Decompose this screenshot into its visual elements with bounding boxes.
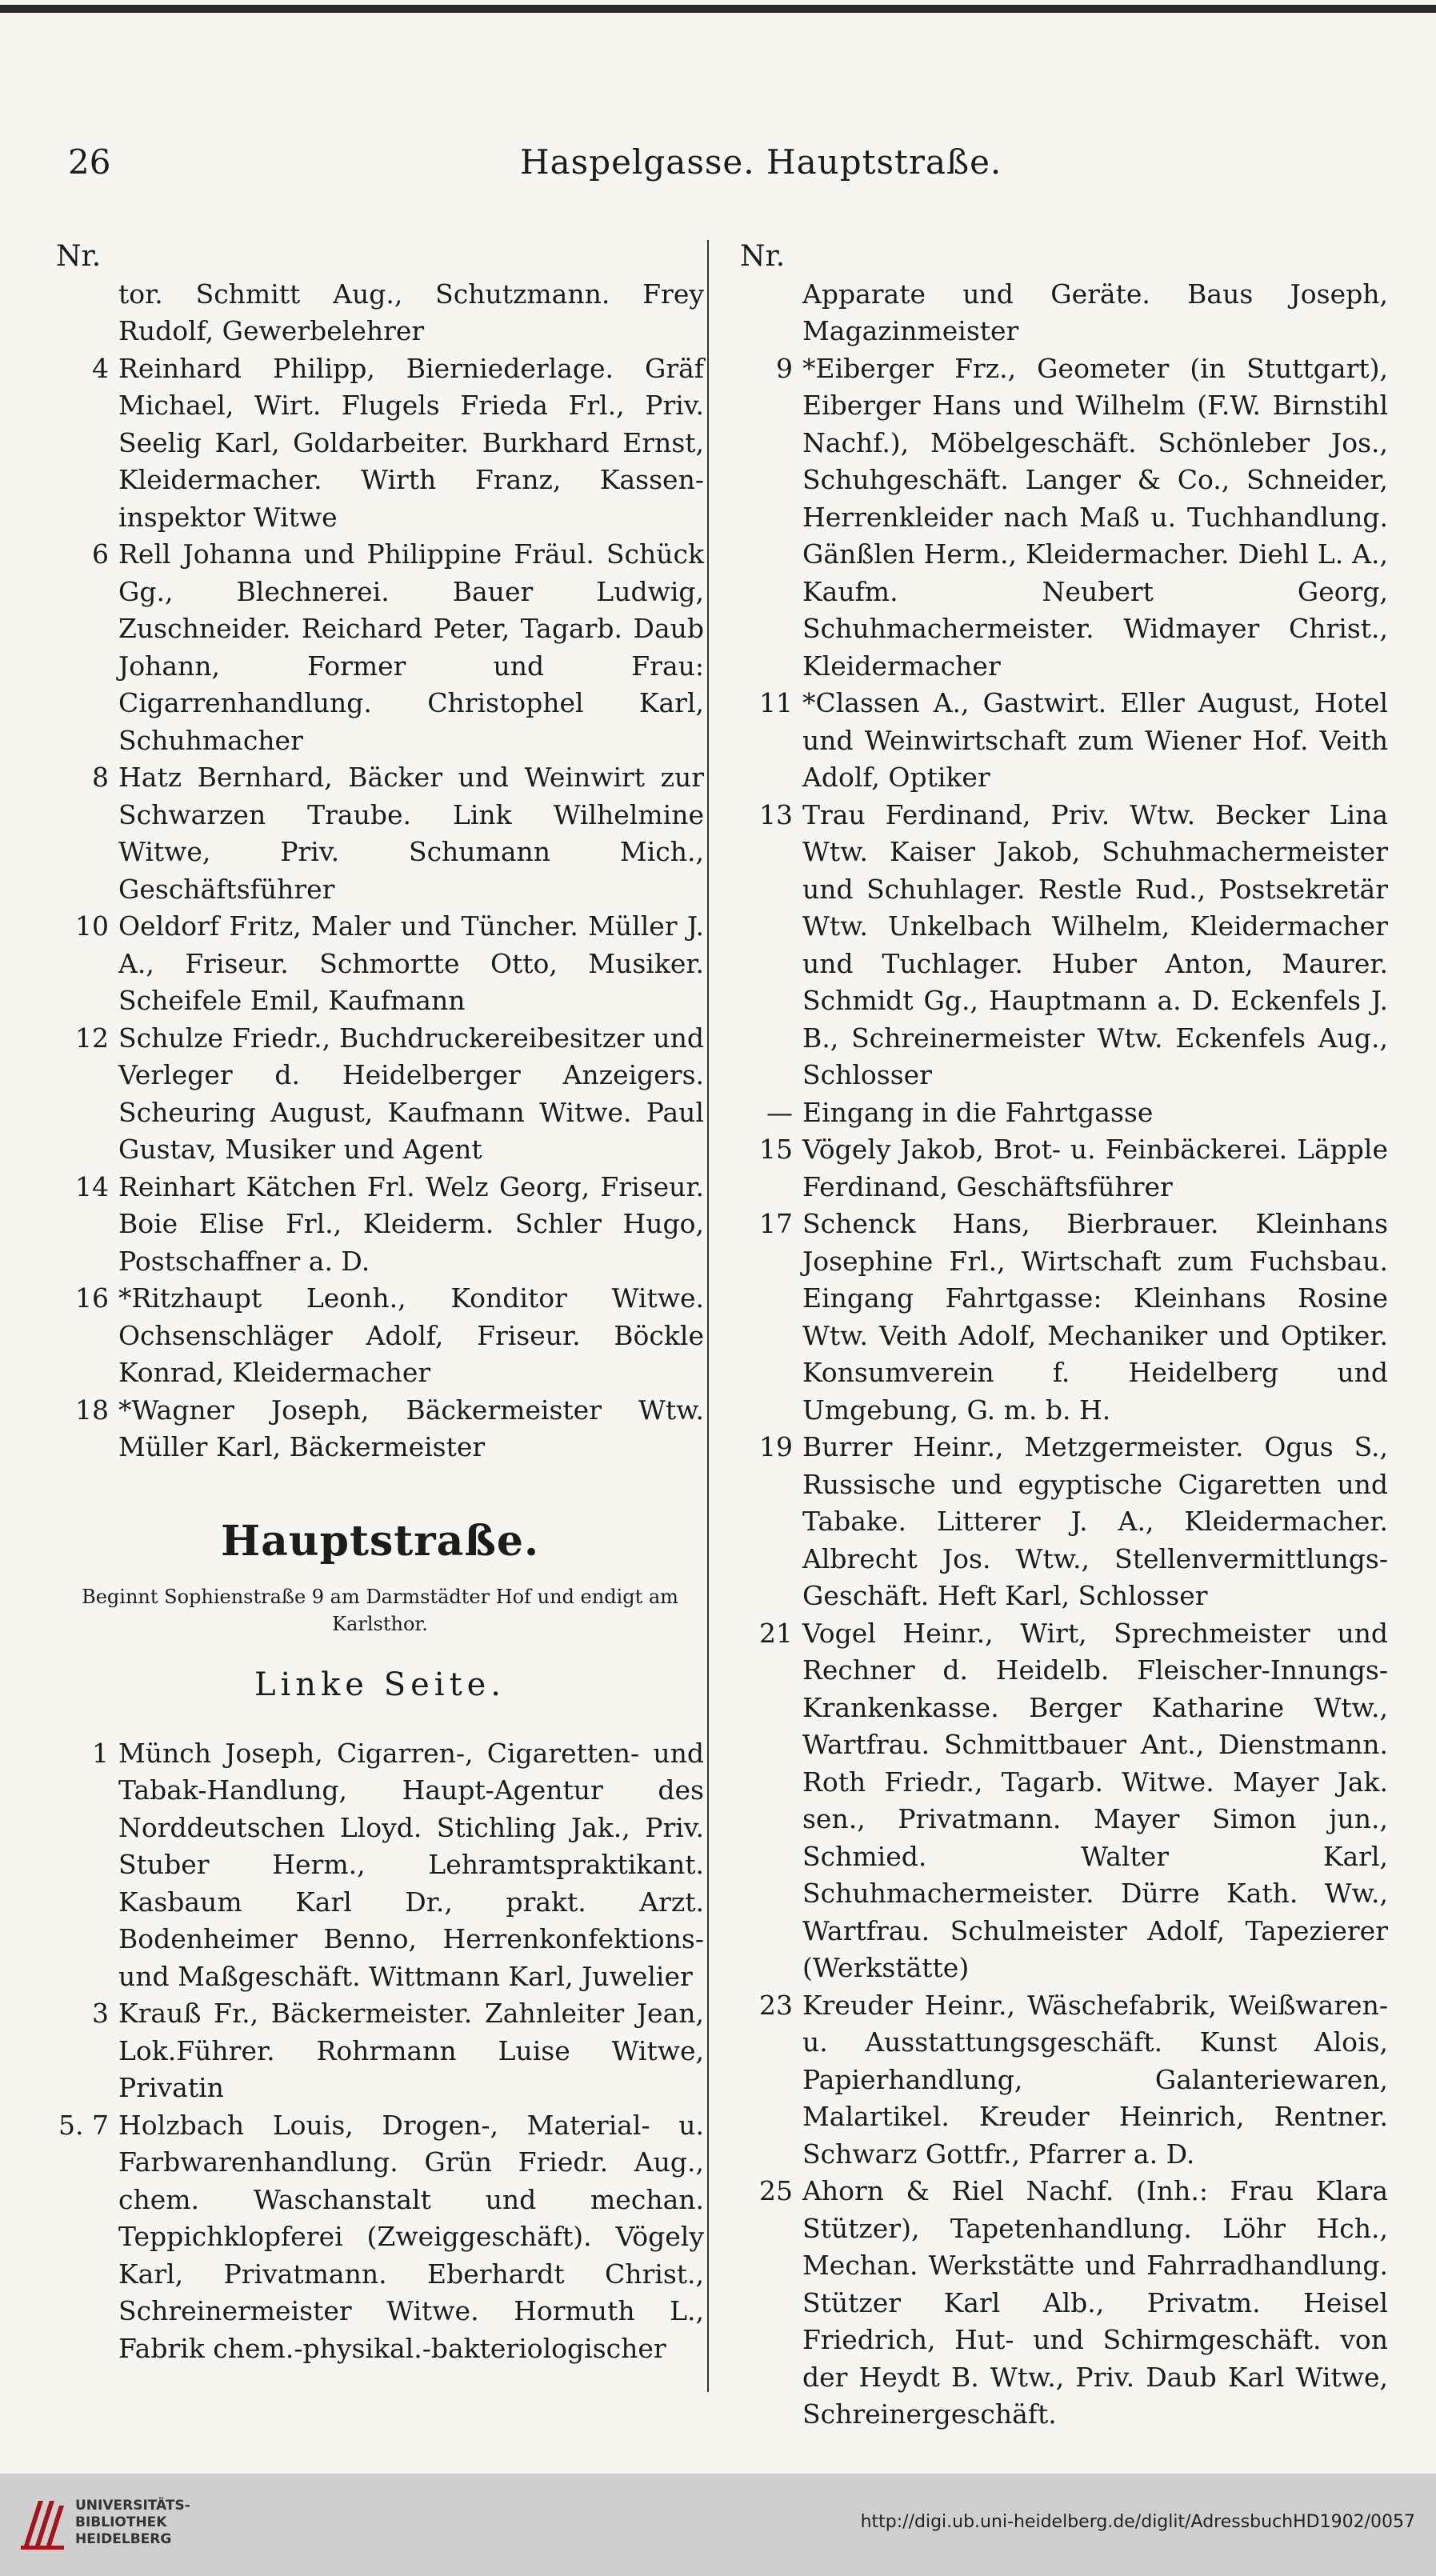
residents-text: *Eiberger Frz., Geometer (in Stuttgart), Eiberger Hans und Wilhelm (F.W. Birnstihl Nachf.), Möbelgeschäft. Schönleber Jos., Schuhgeschäft. Langer & Co., Schneider, Herrenkleider nach Maß u. Tuchhandlung. Gänßlen Herm., Kleidermacher. Diehl L. A., Kaufm. Neubert Georg, Schuhmachermeister. Widmayer Christ., Kleidermacher [802, 352, 1388, 682]
source-url-link[interactable]: http://digi.ub.uni-heidelberg.de/diglit/AdressbuchHD1902/0057 [860, 2512, 1415, 2532]
address-entry [740, 276, 1388, 350]
nr-label: Nr. [56, 240, 102, 273]
address-entry [56, 1169, 704, 1281]
library-name-line: HEIDELBERG [75, 2531, 172, 2547]
residents-text: Rell Johanna und Philippine Fräul. Schück Gg., Blechnerei. Bauer Ludwig, Zuschneider. Reichard Peter, Tagarb. Daub Johann, Former und Frau: Cigarrenhandlung. Christophel Karl, Schuhmacher [118, 538, 704, 756]
address-entry [740, 1131, 1388, 1206]
house-number: 9 [776, 352, 793, 384]
address-entry [56, 759, 704, 908]
residents-text: Vogel Heinr., Wirt, Sprechmeister und Rechner d. Heidelb. Fleischer-Innungs-Krankenkasse. Berger Katharine Wtw., Wartfrau. Schmittbauer Ant., Dienstmann. Roth Friedr., Tagarb. Witwe. Mayer Jak. sen., Privatmann. Mayer Simon jun., Schmied. Walter Karl, Schuhmachermeister. Dürre Kath. Ww., Wartfrau. Schulmeister Adolf, Tapezierer (Werkstätte) [802, 1617, 1388, 1983]
address-entry [740, 1429, 1388, 1615]
residents-text: Apparate und Geräte. Baus Joseph, Magazinmeister [802, 278, 1388, 346]
house-number: 19 [759, 1431, 793, 1462]
house-number: 8 [92, 762, 109, 793]
house-number: 17 [759, 1208, 793, 1239]
left-column [56, 238, 704, 2367]
residents-text: Reinhart Kätchen Frl. Welz Georg, Friseur. Boie Elise Frl., Kleiderm. Schler Hugo, Postschaffner a. D. [118, 1170, 704, 1277]
residents-text: Münch Joseph, Cigarren-, Cigaretten- und Tabak-Handlung, Haupt-Agentur des Norddeutschen Lloyd. Stichling Jak., Priv. Stuber Herm., Lehramtspraktikant. Kasbaum Karl Dr., prakt. Arzt. Bodenheimer Benno, Herrenkonfektions- und Maßgeschäft. Wittmann Karl, Juwelier [118, 1737, 704, 1992]
residents-text: Schenck Hans, Bierbrauer. Kleinhans Josephine Frl., Wirtschaft zum Fuchsbau. Eingang Fahrtgasse: Kleinhans Rosine Wtw. Veith Adolf, Mechaniker und Optiker. Konsumverein f. Heidelberg und Umgebung, G. m. b. H. [802, 1208, 1388, 1426]
house-number: 25 [759, 2175, 793, 2206]
address-entry [740, 1615, 1388, 1987]
address-entry [56, 1020, 704, 1169]
house-number: 4 [92, 352, 109, 384]
residents-text: Oeldorf Fritz, Maler und Tüncher. Müller J. A., Friseur. Schmortte Otto, Musiker. Scheifele Emil, Kaufmann [118, 910, 704, 1016]
house-number: 15 [759, 1134, 793, 1165]
house-number: 5. 7 [58, 2109, 109, 2141]
library-logo-icon [18, 2494, 67, 2555]
residents-text: *Ritzhaupt Leonh., Konditor Witwe. Ochsenschläger Adolf, Friseur. Böckle Konrad, Kleidermacher [118, 1282, 704, 1388]
residents-text: *Wagner Joseph, Bäckermeister Wtw. Müller Karl, Bäckermeister [118, 1394, 704, 1462]
left-entries-hauptstrasse [56, 1735, 704, 2368]
address-entry [740, 797, 1388, 1094]
column-divider [707, 240, 709, 2392]
left-entries [56, 276, 704, 1466]
house-number: 3 [92, 1998, 109, 2029]
section-title: Hauptstraße. [220, 1516, 540, 1566]
house-number: 10 [75, 910, 109, 942]
residents-text: Hatz Bernhard, Bäcker und Weinwirt zur Schwarzen Traube. Link Wilhelmine Witwe, Priv. Schumann Mich., Geschäftsführer [118, 762, 704, 905]
residents-text: Holzbach Louis, Drogen-, Material- u. Farbwarenhandlung. Grün Friedr. Aug., chem. Waschanstalt und mechan. Teppichklopferei (Zweiggeschäft). Vögely Karl, Privatmann. Eberhardt Christ., Schreinermeister Witwe. Hormuth L., Fabrik chem.-physikal.-bakteriologischer [118, 2109, 704, 2364]
address-entry [740, 1206, 1388, 1429]
address-entry [56, 1735, 704, 1996]
house-number: — [766, 1096, 793, 1128]
address-entry [740, 1987, 1388, 2174]
section-subtitle: Beginnt Sophienstraße 9 am Darmstädter Hof und endigt am Karlsthor. [82, 1585, 678, 1635]
address-entry [56, 276, 704, 350]
address-entry [740, 685, 1388, 797]
section-side: Linke Seite. [254, 1666, 506, 1703]
address-entry [740, 2173, 1388, 2434]
house-number: 6 [92, 538, 109, 570]
footer-bar [0, 2474, 1436, 2576]
residents-text: Eingang in die Fahrtgasse [802, 1096, 1154, 1128]
house-number: 16 [75, 1282, 109, 1314]
nr-label: Nr. [740, 240, 786, 273]
address-entry [740, 1094, 1388, 1132]
house-number: 23 [759, 1989, 793, 2021]
residents-text: Vögely Jakob, Brot- u. Feinbäckerei. Läpple Ferdinand, Geschäftsführer [802, 1134, 1388, 1202]
address-entry [740, 350, 1388, 686]
library-name-line: BIBLIOTHEK [75, 2514, 167, 2530]
residents-text: Kreuder Heinr., Wäschefabrik, Weißwaren- u. Ausstattungsgeschäft. Kunst Alois, Papierhandlung, Galanteriewaren, Malartikel. Kreuder Heinrich, Rentner. Schwarz Gottfr., Pfarrer a. D. [802, 1989, 1388, 2170]
house-number: 12 [75, 1022, 109, 1054]
residents-text: Krauß Fr., Bäckermeister. Zahnleiter Jean, Lok.Führer. Rohrmann Luise Witwe, Privatin [118, 1998, 704, 2103]
address-entry [56, 2107, 704, 2368]
address-entry [56, 908, 704, 1020]
house-number: 18 [75, 1394, 109, 1426]
house-number: 13 [759, 798, 793, 830]
house-number: 21 [759, 1617, 793, 1649]
residents-text: Burrer Heinr., Metzgermeister. Ogus S., Russische und egyptische Cigaretten und Tabake. Litterer J. A., Kleidermacher. Albrecht Jos. Wtw., Stellenvermittlungs-Geschäft. Heft Karl, Schlosser [802, 1431, 1388, 1611]
address-entry [56, 350, 704, 537]
running-title: Haspelgasse. Hauptstraße. [520, 142, 1002, 182]
library-name [75, 2498, 190, 2548]
address-entry [56, 1995, 704, 2107]
house-number: 14 [75, 1170, 109, 1202]
residents-text: Reinhard Philipp, Bierniederlage. Gräf Michael, Wirt. Flugels Frieda Frl., Priv. Seelig Karl, Goldarbeiter. Burkhard Ernst, Kleidermacher. Wirth Franz, Kasseninspektor Witwe [118, 352, 704, 533]
page-number: 26 [68, 142, 111, 182]
residents-text: *Classen A., Gastwirt. Eller August, Hotel und Weinwirtschaft zum Wiener Hof. Veith Adolf, Optiker [802, 687, 1388, 793]
residents-text: Schulze Friedr., Buchdruckereibesitzer und Verleger d. Heidelberger Anzeigers. Scheuring August, Kaufmann Witwe. Paul Gustav, Musiker und Agent [118, 1022, 704, 1165]
residents-text: tor. Schmitt Aug., Schutzmann. Frey Rudolf, Gewerbelehrer [118, 278, 704, 346]
address-entry [56, 536, 704, 759]
scan-top-edge [0, 0, 1436, 22]
residents-text: Ahorn & Riel Nachf. (Inh.: Frau Klara Stützer), Tapetenhandlung. Löhr Hch., Mechan. Werkstätte und Fahrradhandlung. Stützer Karl Alb., Privatm. Heisel Friedrich, Hut- und Schirmgeschäft. von der Heydt B. Wtw., Priv. Daub Karl Witwe, Schreinergeschäft. [802, 2175, 1388, 2430]
address-entry [56, 1392, 704, 1466]
house-number: 11 [759, 687, 793, 718]
house-number: 1 [92, 1737, 109, 1769]
address-entry [56, 1280, 704, 1392]
right-column [740, 238, 1388, 2434]
library-name-line: UNIVERSITÄTS- [75, 2498, 190, 2514]
right-entries [740, 276, 1388, 2434]
residents-text: Trau Ferdinand, Priv. Wtw. Becker Lina Wtw. Kaiser Jakob, Schuhmachermeister und Schuhlager. Restle Rud., Postsekretär Wtw. Unkelbach Wilhelm, Kleidermacher und Tuchlager. Huber Anton, Maurer. Schmidt Gg., Hauptmann a. D. Eckenfels J. B., Schreinermeister Wtw. Eckenfels Aug., Schlosser [802, 798, 1388, 1090]
